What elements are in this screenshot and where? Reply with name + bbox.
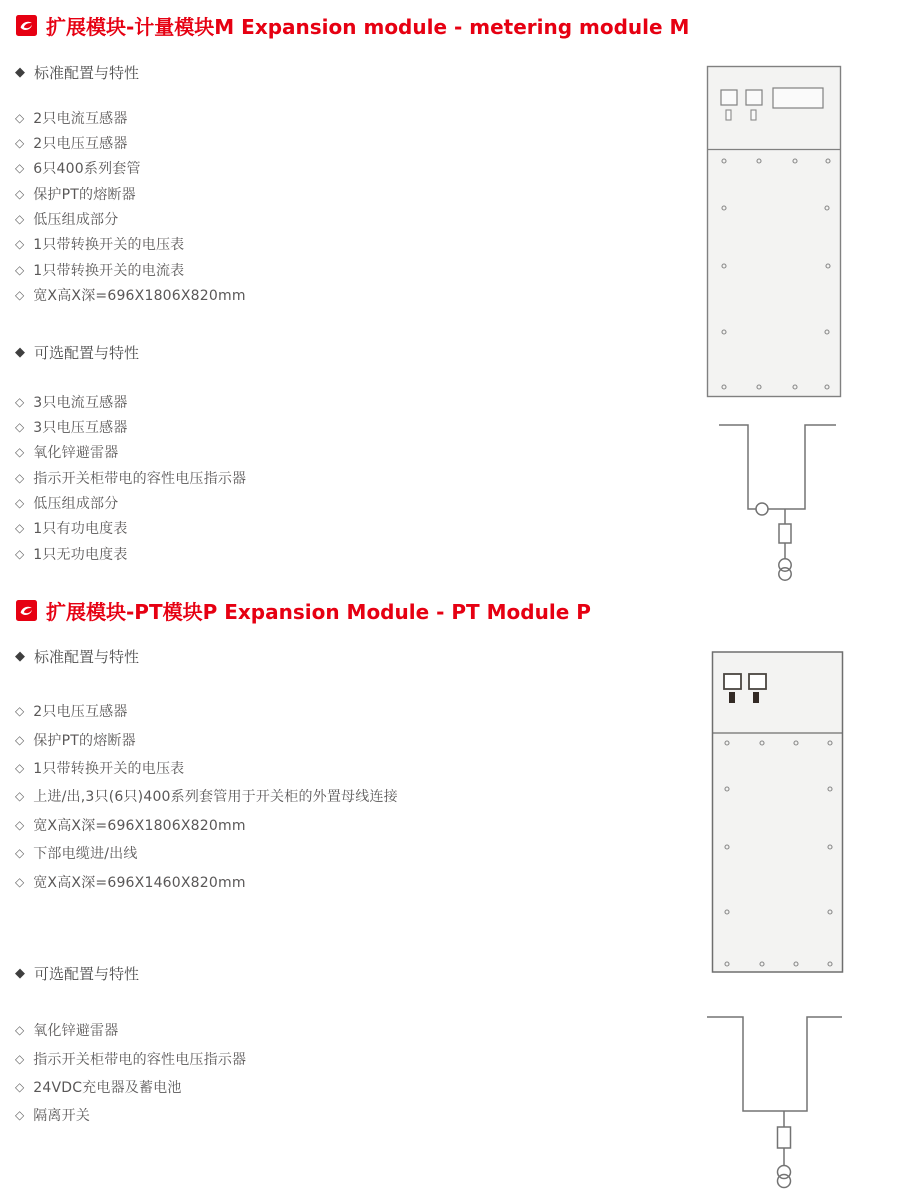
list-item: ◇ 隔离开关 xyxy=(15,1108,91,1125)
feature-list-optional-p xyxy=(15,1016,246,1130)
list-item: ◇ 氧化锌避雷器 xyxy=(15,1023,119,1040)
list-item: ◇ 氧化锌避雷器 xyxy=(15,445,119,462)
hollow-diamond-icon: ◇ xyxy=(15,760,25,775)
module-m-title-text: 扩展模块-计量模块M Expansion module - metering module M xyxy=(46,15,690,39)
list-item: ◇ 宽X高X深=696X1460X820mm xyxy=(15,874,246,891)
list-item: ◇ 2只电压互感器 xyxy=(15,136,128,153)
hollow-diamond-icon: ◇ xyxy=(15,110,25,125)
hollow-diamond-icon: ◇ xyxy=(15,262,25,277)
hollow-diamond-icon: ◇ xyxy=(15,445,25,460)
hollow-diamond-icon: ◇ xyxy=(15,161,25,176)
brand-swoosh-icon xyxy=(16,600,37,621)
section-heading-label: 可选配置与特性 xyxy=(34,344,140,362)
list-item: ◇ 保护PT的熔断器 xyxy=(15,732,136,749)
list-item: ◇ 2只电压互感器 xyxy=(15,704,128,721)
hollow-diamond-icon: ◇ xyxy=(15,470,25,485)
cabinet-front-drawing-m xyxy=(706,64,844,400)
single-line-diagram-p xyxy=(700,1010,850,1200)
list-item: ◇ 1只带转换开关的电压表 xyxy=(15,760,185,777)
list-item: ◇ 低压组成部分 xyxy=(15,212,119,229)
hollow-diamond-icon: ◇ xyxy=(15,496,25,511)
hollow-diamond-icon: ◇ xyxy=(15,546,25,561)
filled-diamond-icon: ◆ xyxy=(15,966,25,981)
list-item: ◇ 6只400系列套管 xyxy=(15,161,141,178)
list-item: ◇ 宽X高X深=696X1806X820mm xyxy=(15,817,246,834)
section-heading-standard-p xyxy=(15,646,139,667)
filled-diamond-icon: ◆ xyxy=(15,65,25,80)
list-item: ◇ 保护PT的熔断器 xyxy=(15,186,136,203)
feature-list-optional-m xyxy=(15,389,246,566)
cabinet-front-drawing-p xyxy=(711,650,846,975)
list-item: ◇ 1只有功电度表 xyxy=(15,521,128,538)
hollow-diamond-icon: ◇ xyxy=(15,817,25,832)
hollow-diamond-icon: ◇ xyxy=(15,1108,25,1123)
section-heading-optional-m xyxy=(15,342,139,363)
filled-diamond-icon: ◆ xyxy=(15,345,25,360)
list-item: ◇ 2只电流互感器 xyxy=(15,110,128,127)
list-item: ◇ 24VDC充电器及蓄电池 xyxy=(15,1079,182,1096)
hollow-diamond-icon: ◇ xyxy=(15,186,25,201)
section-heading-label: 标准配置与特性 xyxy=(34,64,140,82)
hollow-diamond-icon: ◇ xyxy=(15,1051,25,1066)
list-item: ◇ 1只带转换开关的电流表 xyxy=(15,262,185,279)
section-heading-optional-p xyxy=(15,963,139,984)
hollow-diamond-icon: ◇ xyxy=(15,420,25,435)
hollow-diamond-icon: ◇ xyxy=(15,789,25,804)
module-m-title xyxy=(16,11,689,40)
hollow-diamond-icon: ◇ xyxy=(15,874,25,889)
hollow-diamond-icon: ◇ xyxy=(15,136,25,151)
section-heading-label: 标准配置与特性 xyxy=(34,648,140,666)
hollow-diamond-icon: ◇ xyxy=(15,732,25,747)
hollow-diamond-icon: ◇ xyxy=(15,212,25,227)
hollow-diamond-icon: ◇ xyxy=(15,1079,25,1094)
brand-swoosh-icon xyxy=(16,15,37,36)
feature-list-standard-p xyxy=(15,697,398,896)
list-item: ◇ 1只无功电度表 xyxy=(15,546,128,563)
section-heading-label: 可选配置与特性 xyxy=(34,965,140,983)
hollow-diamond-icon: ◇ xyxy=(15,521,25,536)
list-item: ◇ 3只电流互感器 xyxy=(15,394,128,411)
section-heading-standard-m xyxy=(15,62,139,83)
module-p-title-text: 扩展模块-PT模块P Expansion Module - PT Module P xyxy=(46,600,591,624)
hollow-diamond-icon: ◇ xyxy=(15,704,25,719)
list-item: ◇ 宽X高X深=696X1806X820mm xyxy=(15,288,246,305)
list-item: ◇ 3只电压互感器 xyxy=(15,420,128,437)
list-item: ◇ 1只带转换开关的电压表 xyxy=(15,237,185,254)
list-item: ◇ 下部电缆进/出线 xyxy=(15,846,138,863)
hollow-diamond-icon: ◇ xyxy=(15,288,25,303)
hollow-diamond-icon: ◇ xyxy=(15,394,25,409)
list-item: ◇ 指示开关柜带电的容性电压指示器 xyxy=(15,470,247,487)
list-item: ◇ 指示开关柜带电的容性电压指示器 xyxy=(15,1051,247,1068)
feature-list-standard-m xyxy=(15,105,246,308)
hollow-diamond-icon: ◇ xyxy=(15,237,25,252)
single-line-diagram-m xyxy=(710,418,850,588)
hollow-diamond-icon: ◇ xyxy=(15,846,25,861)
module-p-title xyxy=(16,596,591,625)
list-item: ◇ 低压组成部分 xyxy=(15,496,119,513)
filled-diamond-icon: ◆ xyxy=(15,649,25,664)
list-item: ◇ 上进/出,3只(6只)400系列套管用于开关柜的外置母线连接 xyxy=(15,789,398,806)
hollow-diamond-icon: ◇ xyxy=(15,1023,25,1038)
